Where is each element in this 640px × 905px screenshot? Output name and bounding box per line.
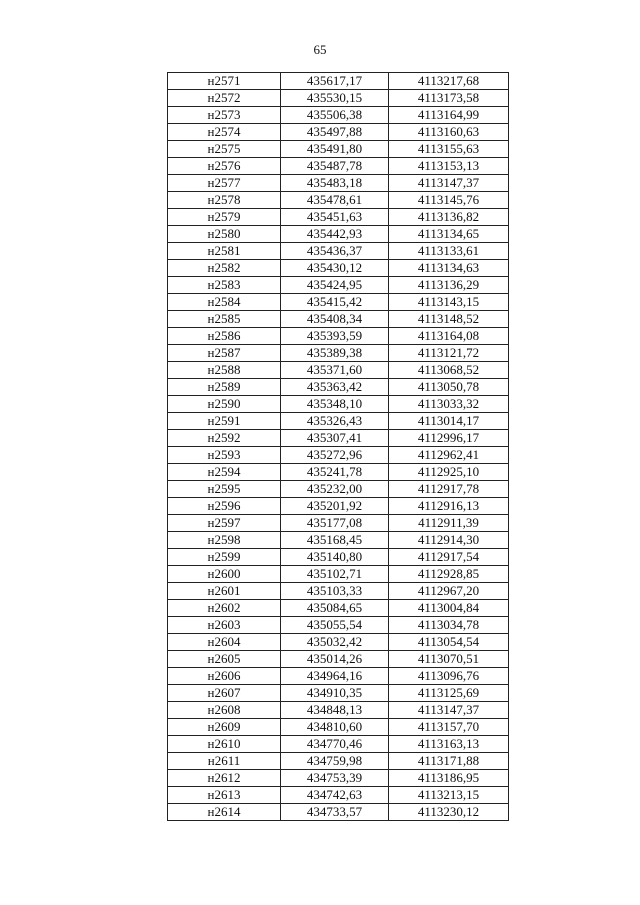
table-row bbox=[168, 804, 509, 821]
coordinates-table-body bbox=[168, 73, 509, 821]
y-coordinate-cell: 4113186,95 bbox=[389, 770, 509, 787]
table-row bbox=[168, 413, 509, 430]
table-row bbox=[168, 651, 509, 668]
table-row bbox=[168, 158, 509, 175]
table-row bbox=[168, 243, 509, 260]
y-coordinate-cell: 4113230,12 bbox=[389, 804, 509, 821]
x-coordinate-cell: 435348,10 bbox=[281, 396, 389, 413]
y-coordinate-cell: 4113033,32 bbox=[389, 396, 509, 413]
y-coordinate-cell: 4113136,29 bbox=[389, 277, 509, 294]
x-coordinate-cell: 435241,78 bbox=[281, 464, 389, 481]
point-id-cell: н2608 bbox=[168, 702, 281, 719]
x-coordinate-cell: 434910,35 bbox=[281, 685, 389, 702]
y-coordinate-cell: 4113054,54 bbox=[389, 634, 509, 651]
x-coordinate-cell: 435389,38 bbox=[281, 345, 389, 362]
table-row bbox=[168, 277, 509, 294]
table-row bbox=[168, 345, 509, 362]
x-coordinate-cell: 435232,00 bbox=[281, 481, 389, 498]
y-coordinate-cell: 4113153,13 bbox=[389, 158, 509, 175]
point-id-cell: н2597 bbox=[168, 515, 281, 532]
y-coordinate-cell: 4113014,17 bbox=[389, 413, 509, 430]
point-id-cell: н2579 bbox=[168, 209, 281, 226]
y-coordinate-cell: 4113155,63 bbox=[389, 141, 509, 158]
point-id-cell: н2572 bbox=[168, 90, 281, 107]
point-id-cell: н2611 bbox=[168, 753, 281, 770]
table-row bbox=[168, 549, 509, 566]
y-coordinate-cell: 4112917,78 bbox=[389, 481, 509, 498]
table-row bbox=[168, 396, 509, 413]
x-coordinate-cell: 435326,43 bbox=[281, 413, 389, 430]
x-coordinate-cell: 435102,71 bbox=[281, 566, 389, 583]
x-coordinate-cell: 435478,61 bbox=[281, 192, 389, 209]
point-id-cell: н2584 bbox=[168, 294, 281, 311]
x-coordinate-cell: 434810,60 bbox=[281, 719, 389, 736]
y-coordinate-cell: 4113147,37 bbox=[389, 702, 509, 719]
y-coordinate-cell: 4113034,78 bbox=[389, 617, 509, 634]
y-coordinate-cell: 4113217,68 bbox=[389, 73, 509, 90]
x-coordinate-cell: 435307,41 bbox=[281, 430, 389, 447]
point-id-cell: н2594 bbox=[168, 464, 281, 481]
x-coordinate-cell: 435201,92 bbox=[281, 498, 389, 515]
y-coordinate-cell: 4113143,15 bbox=[389, 294, 509, 311]
point-id-cell: н2596 bbox=[168, 498, 281, 515]
point-id-cell: н2588 bbox=[168, 362, 281, 379]
x-coordinate-cell: 434753,39 bbox=[281, 770, 389, 787]
point-id-cell: н2614 bbox=[168, 804, 281, 821]
point-id-cell: н2610 bbox=[168, 736, 281, 753]
point-id-cell: н2585 bbox=[168, 311, 281, 328]
point-id-cell: н2601 bbox=[168, 583, 281, 600]
x-coordinate-cell: 435487,78 bbox=[281, 158, 389, 175]
table-row bbox=[168, 617, 509, 634]
x-coordinate-cell: 435014,26 bbox=[281, 651, 389, 668]
point-id-cell: н2598 bbox=[168, 532, 281, 549]
y-coordinate-cell: 4112967,20 bbox=[389, 583, 509, 600]
x-coordinate-cell: 435408,34 bbox=[281, 311, 389, 328]
y-coordinate-cell: 4113160,63 bbox=[389, 124, 509, 141]
point-id-cell: н2593 bbox=[168, 447, 281, 464]
x-coordinate-cell: 435055,54 bbox=[281, 617, 389, 634]
point-id-cell: н2575 bbox=[168, 141, 281, 158]
x-coordinate-cell: 435140,80 bbox=[281, 549, 389, 566]
x-coordinate-cell: 434770,46 bbox=[281, 736, 389, 753]
table-row bbox=[168, 192, 509, 209]
point-id-cell: н2571 bbox=[168, 73, 281, 90]
x-coordinate-cell: 434964,16 bbox=[281, 668, 389, 685]
x-coordinate-cell: 435032,42 bbox=[281, 634, 389, 651]
x-coordinate-cell: 435617,17 bbox=[281, 73, 389, 90]
table-row bbox=[168, 719, 509, 736]
point-id-cell: н2580 bbox=[168, 226, 281, 243]
x-coordinate-cell: 435506,38 bbox=[281, 107, 389, 124]
y-coordinate-cell: 4113133,61 bbox=[389, 243, 509, 260]
point-id-cell: н2574 bbox=[168, 124, 281, 141]
x-coordinate-cell: 435371,60 bbox=[281, 362, 389, 379]
x-coordinate-cell: 435424,95 bbox=[281, 277, 389, 294]
point-id-cell: н2599 bbox=[168, 549, 281, 566]
table-row bbox=[168, 583, 509, 600]
y-coordinate-cell: 4112917,54 bbox=[389, 549, 509, 566]
x-coordinate-cell: 434733,57 bbox=[281, 804, 389, 821]
table-row bbox=[168, 328, 509, 345]
y-coordinate-cell: 4113136,82 bbox=[389, 209, 509, 226]
coordinates-table bbox=[167, 72, 509, 821]
table-row bbox=[168, 73, 509, 90]
x-coordinate-cell: 435272,96 bbox=[281, 447, 389, 464]
table-row bbox=[168, 634, 509, 651]
y-coordinate-cell: 4112914,30 bbox=[389, 532, 509, 549]
table-row bbox=[168, 498, 509, 515]
y-coordinate-cell: 4113145,76 bbox=[389, 192, 509, 209]
point-id-cell: н2589 bbox=[168, 379, 281, 396]
table-row bbox=[168, 600, 509, 617]
point-id-cell: н2595 bbox=[168, 481, 281, 498]
table-row bbox=[168, 430, 509, 447]
point-id-cell: н2602 bbox=[168, 600, 281, 617]
x-coordinate-cell: 435497,88 bbox=[281, 124, 389, 141]
x-coordinate-cell: 435415,42 bbox=[281, 294, 389, 311]
table-row bbox=[168, 107, 509, 124]
y-coordinate-cell: 4112911,39 bbox=[389, 515, 509, 532]
point-id-cell: н2573 bbox=[168, 107, 281, 124]
table-row bbox=[168, 447, 509, 464]
point-id-cell: н2576 bbox=[168, 158, 281, 175]
point-id-cell: н2578 bbox=[168, 192, 281, 209]
table-row bbox=[168, 464, 509, 481]
point-id-cell: н2581 bbox=[168, 243, 281, 260]
y-coordinate-cell: 4112928,85 bbox=[389, 566, 509, 583]
y-coordinate-cell: 4113171,88 bbox=[389, 753, 509, 770]
y-coordinate-cell: 4112996,17 bbox=[389, 430, 509, 447]
y-coordinate-cell: 4113134,65 bbox=[389, 226, 509, 243]
table-row bbox=[168, 226, 509, 243]
y-coordinate-cell: 4113121,72 bbox=[389, 345, 509, 362]
table-row bbox=[168, 515, 509, 532]
y-coordinate-cell: 4113164,99 bbox=[389, 107, 509, 124]
y-coordinate-cell: 4113134,63 bbox=[389, 260, 509, 277]
x-coordinate-cell: 435084,65 bbox=[281, 600, 389, 617]
x-coordinate-cell: 435530,15 bbox=[281, 90, 389, 107]
table-row bbox=[168, 668, 509, 685]
y-coordinate-cell: 4113125,69 bbox=[389, 685, 509, 702]
point-id-cell: н2590 bbox=[168, 396, 281, 413]
table-row bbox=[168, 379, 509, 396]
y-coordinate-cell: 4113157,70 bbox=[389, 719, 509, 736]
point-id-cell: н2606 bbox=[168, 668, 281, 685]
x-coordinate-cell: 435442,93 bbox=[281, 226, 389, 243]
y-coordinate-cell: 4113147,37 bbox=[389, 175, 509, 192]
x-coordinate-cell: 435168,45 bbox=[281, 532, 389, 549]
x-coordinate-cell: 435451,63 bbox=[281, 209, 389, 226]
x-coordinate-cell: 435430,12 bbox=[281, 260, 389, 277]
point-id-cell: н2591 bbox=[168, 413, 281, 430]
point-id-cell: н2600 bbox=[168, 566, 281, 583]
x-coordinate-cell: 435103,33 bbox=[281, 583, 389, 600]
y-coordinate-cell: 4112962,41 bbox=[389, 447, 509, 464]
point-id-cell: н2604 bbox=[168, 634, 281, 651]
x-coordinate-cell: 434742,63 bbox=[281, 787, 389, 804]
table-row bbox=[168, 124, 509, 141]
point-id-cell: н2612 bbox=[168, 770, 281, 787]
table-row bbox=[168, 736, 509, 753]
point-id-cell: н2609 bbox=[168, 719, 281, 736]
point-id-cell: н2586 bbox=[168, 328, 281, 345]
y-coordinate-cell: 4113173,58 bbox=[389, 90, 509, 107]
y-coordinate-cell: 4113164,08 bbox=[389, 328, 509, 345]
page-number: 65 bbox=[313, 42, 327, 57]
table-row bbox=[168, 294, 509, 311]
table-row bbox=[168, 685, 509, 702]
table-row bbox=[168, 753, 509, 770]
table-row bbox=[168, 362, 509, 379]
table-row bbox=[168, 702, 509, 719]
point-id-cell: н2582 bbox=[168, 260, 281, 277]
table-row bbox=[168, 532, 509, 549]
point-id-cell: н2587 bbox=[168, 345, 281, 362]
y-coordinate-cell: 4113096,76 bbox=[389, 668, 509, 685]
y-coordinate-cell: 4113213,15 bbox=[389, 787, 509, 804]
x-coordinate-cell: 434759,98 bbox=[281, 753, 389, 770]
table-row bbox=[168, 175, 509, 192]
x-coordinate-cell: 435393,59 bbox=[281, 328, 389, 345]
y-coordinate-cell: 4113068,52 bbox=[389, 362, 509, 379]
table-row bbox=[168, 770, 509, 787]
y-coordinate-cell: 4113004,84 bbox=[389, 600, 509, 617]
table-row bbox=[168, 566, 509, 583]
x-coordinate-cell: 435177,08 bbox=[281, 515, 389, 532]
point-id-cell: н2607 bbox=[168, 685, 281, 702]
y-coordinate-cell: 4113163,13 bbox=[389, 736, 509, 753]
x-coordinate-cell: 435436,37 bbox=[281, 243, 389, 260]
y-coordinate-cell: 4112916,13 bbox=[389, 498, 509, 515]
y-coordinate-cell: 4112925,10 bbox=[389, 464, 509, 481]
table-row bbox=[168, 311, 509, 328]
table-row bbox=[168, 209, 509, 226]
table-row bbox=[168, 260, 509, 277]
table-row bbox=[168, 90, 509, 107]
x-coordinate-cell: 435491,80 bbox=[281, 141, 389, 158]
table-row bbox=[168, 481, 509, 498]
point-id-cell: н2613 bbox=[168, 787, 281, 804]
point-id-cell: н2603 bbox=[168, 617, 281, 634]
x-coordinate-cell: 435483,18 bbox=[281, 175, 389, 192]
y-coordinate-cell: 4113148,52 bbox=[389, 311, 509, 328]
point-id-cell: н2592 bbox=[168, 430, 281, 447]
point-id-cell: н2583 bbox=[168, 277, 281, 294]
x-coordinate-cell: 434848,13 bbox=[281, 702, 389, 719]
table-row bbox=[168, 787, 509, 804]
table-row bbox=[168, 141, 509, 158]
point-id-cell: н2605 bbox=[168, 651, 281, 668]
y-coordinate-cell: 4113070,51 bbox=[389, 651, 509, 668]
y-coordinate-cell: 4113050,78 bbox=[389, 379, 509, 396]
point-id-cell: н2577 bbox=[168, 175, 281, 192]
x-coordinate-cell: 435363,42 bbox=[281, 379, 389, 396]
